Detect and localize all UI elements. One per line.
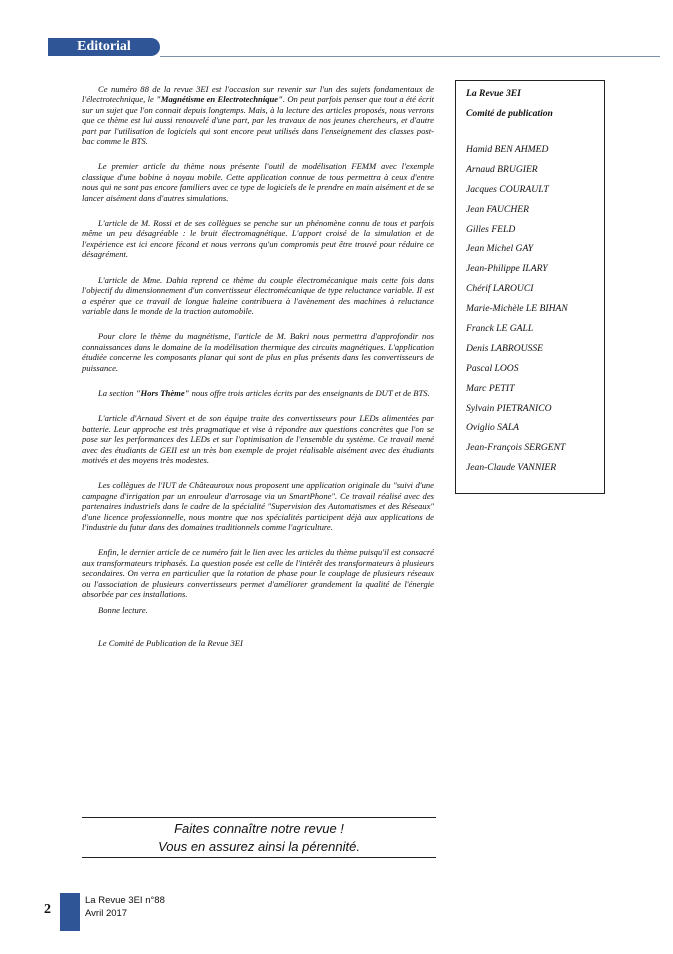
committee-member: Sylvain PIETRANICO — [466, 402, 552, 414]
slogan — [82, 820, 436, 855]
committee-member: Pascal LOOS — [466, 362, 519, 374]
publication-committee-box — [455, 80, 605, 494]
committee-member: Hamid BEN AHMED — [466, 144, 549, 155]
paragraph-8: Les collègues de l'IUT de Châteauroux nous proposent une application originale du "suivi d'une campagne d'irrigation par un enrouleur d'arrosage via un SmartPhone". Ce travail réalisé avec des partenaires industriels dans le cadre de la spécialité "Supervision des Automatismes et des Réseaux" d'une licence professionnelle, nous montre que nos spécialités participent déjà aux applications de l'industrie du futur dans des domaines traditionnels comme l'agriculture. — [82, 480, 434, 532]
closing: Bonne lecture. — [98, 605, 148, 616]
committee-member: Jean-Claude VANNIER — [466, 462, 557, 474]
editorial-body — [82, 84, 434, 663]
committee-member: Oviglio SALA — [466, 422, 520, 434]
p6-bold: "Hors Thème" — [135, 387, 190, 398]
committee-member: Marc PETIT — [466, 382, 515, 394]
page-number: 2 — [44, 902, 51, 917]
paragraph-7: L'article d'Arnaud Sivert et de son équipe traite des convertisseurs pour LEDs alimentées par batterie. Leur approche est très pragmatique et vise à répondre aux questions concrètes que l'on se pose sur les performances des LEDs et sur l'optimisation de l'ensemble du système. Ce travail mené avec des étudiants de GEII est un très bon exemple de projet réalisable aisément avec des étudiants motivés et des moyens très modestes. — [82, 413, 434, 465]
committee-member: Gilles FELD — [466, 223, 516, 235]
paragraph-5: Pour clore le thème du magnétisme, l'article de M. Bakri nous permettra d'approfondir nos connaissances dans le domaine de la modélisation thermique des circuits magnétiques. L'application étudiée concerne les composants planar qui sont de plus en plus présents dans les convertisseurs de puissance. — [82, 331, 434, 373]
committee-member-list — [466, 144, 568, 482]
p6-text-end: nous offre trois articles écrits par des enseignants de DUT et de BTS. — [189, 387, 430, 398]
committee-member: Jean FAUCHER — [466, 203, 529, 215]
section-header-tab — [48, 38, 160, 56]
slogan-line-2: Vous en assurez ainsi la pérennité. — [158, 838, 360, 854]
sidebar-subtitle: Comité de publication — [466, 108, 553, 119]
p1-text-end: . On peut parfois penser que tout a été écrit sur un sujet que l'on connait depuis longtemps. Mais, à la lecture des articles proposés, nous verrons que ce thème est lui aussi renouvelé d'une part, par les travaux de nos jeunes chercheurs, et d'autre part par l'utilisation de logiciels qui sont encore peut utilisés dans l'enseignement des classes post-bac comme le BTS. — [82, 94, 435, 147]
committee-member: Denis LABROUSSE — [466, 342, 544, 354]
footer-date: Avril 2017 — [85, 907, 128, 919]
footer-info — [85, 895, 165, 920]
committee-member: Jean-François SERGENT — [466, 442, 566, 454]
footer-accent-bar — [60, 893, 80, 931]
committee-member: Marie-Michèle LE BIHAN — [466, 303, 568, 315]
paragraph-2: Le premier article du thème nous présente l'outil de modélisation FEMM avec l'exemple classique d'une bobine à noyau mobile. Cette application connue de tous permettra à ceux d'entre nous qui ne sont pas encore familiers avec ce type de logiciels de le prendre en main aisément et de se lancer aisément dans d'autres simulations. — [82, 161, 434, 203]
slogan-bottom-rule — [82, 857, 436, 858]
section-title: Editorial — [77, 39, 131, 54]
paragraph-6 — [82, 388, 434, 398]
slogan-top-rule — [82, 817, 436, 818]
header-rule — [160, 56, 660, 57]
paragraph-3: L'article de M. Rossi et de ses collègues se penche sur un phénomène connu de tous et parfois même un peu désagréable : le bruit électromagnétique. L'apport croisé de la simulation et de l'expérience est ici encore fécond et nous verrons qu'un compromis peut être trouvé pour réduire ce désagrément. — [82, 218, 434, 260]
committee-member: Arnaud BRUGIER — [466, 163, 538, 175]
committee-member: Jean-Philippe ILARY — [466, 263, 548, 275]
p6-text: La section — [98, 387, 136, 398]
committee-member: Chérif LAROUCI — [466, 283, 534, 295]
paragraph-4: L'article de Mme. Dahia reprend ce thème du couple électromécanique mais cette fois dans l'objectif du dimensionnement d'un convertisseur électromécanique de type reluctance variable. Il est a espérer que ce travail de longue haleine contribuera à l'avènement des machines à reluctance variable dans le monde de la traction automobile. — [82, 274, 434, 316]
p1-bold: "Magnétisme en Electrotechnique" — [156, 94, 283, 105]
footer-journal: La Revue 3EI n°88 — [85, 895, 165, 906]
sidebar-title: La Revue 3EI — [466, 88, 521, 99]
slogan-line-1: Faites connaître notre revue ! — [174, 821, 344, 836]
p1-text: Ce numéro 88 de la revue 3EI est l'occasion sur revenir sur l'un des sujets fondamentaux de l'électrotechnique, le — [82, 84, 434, 105]
signature: Le Comité de Publication de la Revue 3EI — [98, 637, 243, 648]
paragraph-1 — [82, 84, 434, 146]
committee-member: Jean Michel GAY — [466, 243, 534, 255]
committee-member: Franck LE GALL — [466, 323, 534, 335]
committee-member: Jacques COURAULT — [466, 183, 549, 195]
paragraph-9: Enfin, le dernier article de ce numéro fait le lien avec les articles du thème puisqu'il est consacré aux transformateurs triphasés. La question posée est celle de l'intérêt des transformateurs à plusieurs secondaires. On verra en particulier que la rotation de phase pour le couplage de plusieurs réseaux ou l'association de plusieurs convertisseurs permet d'améliorer grandement la qualité de l'énergie absorbée par ces installations. — [82, 547, 434, 600]
